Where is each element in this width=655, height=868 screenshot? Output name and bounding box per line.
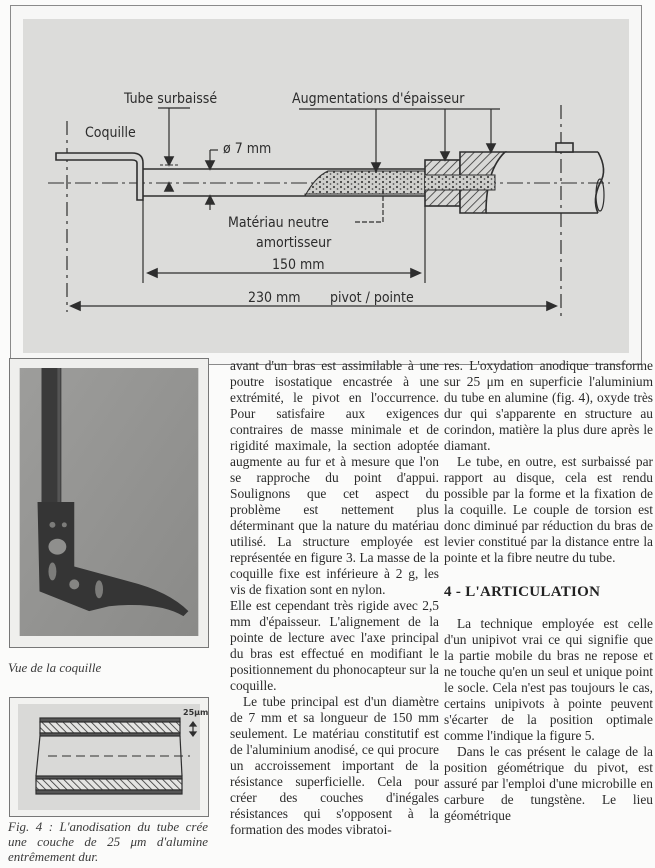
paragraph: Le tube principal est d'un diamètre de 7 mm et sa longueur de 150 mm seulement. Le matériau constitutif est de l'aluminium anodisé, ce qui procure un accroissement important de la résistance superficielle. Cela pour créer des couches d'inégales résistances qui s'opposent à la formation des modes vibratoi- <box>230 694 439 837</box>
paragraph: La technique employée est celle d'un unipivot vrai ce qui signifie que la partie mobile du bras ne repose et ne touche qu'en un seul et unique point le socle. Cela n'est pas toujours le cas, certains unipivots à pointe peuvent s'écarter de la position optimale comme l'indique la figure 5. <box>444 616 653 743</box>
headshell-photo-caption: Vue de la coquille <box>8 660 102 675</box>
label-dimension-230: 230 mm <box>248 290 301 306</box>
tube-cross-section-drawing <box>10 5 642 365</box>
paragraph: Dans le cas présent le calage de la position géométrique du pivot, est assuré par l'emploi d'une microbille en carbure de tungstène. Le lieu géométrique <box>444 744 653 823</box>
article-column-3 <box>444 358 653 824</box>
label-amortisseur: amortisseur <box>256 235 332 251</box>
paragraph: avant d'un bras est assimilable à une poutre isostatique encastrée à une extrémité, le pivot en l'occurrence. Pour satisfaire aux exigences contraires de masse minimale et de rigidité maximale, la section adoptée augmente au fur et à mesure que l'on se rapproche du point d'appui. Soulignons que cet aspect du problème est nettement plus déterminant que la nature du matériau utilisé. La structure employée est représentée en figure 3. La masse de la coquille fixe est inférieure à 2 g, les vis de fixation sont en nylon. <box>230 358 439 597</box>
label-materiau-neutre: Matériau neutre <box>228 215 329 231</box>
paragraph: res. L'oxydation anodique transforme sur 25 μm en superficie l'aluminium du tube en alumine (fig. 4), oxyde très dur qui s'apparente en structure au corindon, matière la plus dure après le diamant. <box>444 358 653 453</box>
label-coquille: Coquille <box>85 125 136 141</box>
figure-3 <box>10 5 642 365</box>
figure-4-caption: Fig. 4 : L'anodisation du tube crée une couche de 25 μm d'alumine entrêmement dur. <box>8 819 208 864</box>
section-heading: 4 - L'ARTICULATION <box>444 584 601 600</box>
headshell-photo-frame <box>9 358 209 648</box>
scale-label: 25μm <box>183 708 208 717</box>
label-dimension-150: 150 mm <box>272 257 325 273</box>
label-diameter: ø 7 mm <box>223 141 272 157</box>
headshell-photo <box>19 368 199 636</box>
article-column-2 <box>230 358 439 838</box>
anodized-tube-drawing <box>10 698 208 816</box>
label-augmentations-epaisseur: Augmentations d'épaisseur <box>292 91 465 107</box>
label-tube-surbaisse: Tube surbaissé <box>124 91 218 107</box>
label-pivot-pointe: pivot / pointe <box>330 290 414 306</box>
paragraph: Le tube, en outre, est surbaissé par rapport au disque, cela est rendu possible par la forme et la fixation de la coquille. Le couple de torsion est donc diminué par réduction du bras de levier constitué par la distance entre la pointe et la fibre neutre du tube. <box>444 454 653 565</box>
paragraph: Elle est cependant très rigide avec 2,5 mm d'épaisseur. L'alignement de la pointe de lecture avec l'axe principal du bras est effectué en modifiant le positionnement du phonocapteur sur la coquille. <box>230 598 439 693</box>
figure-4 <box>9 697 209 817</box>
